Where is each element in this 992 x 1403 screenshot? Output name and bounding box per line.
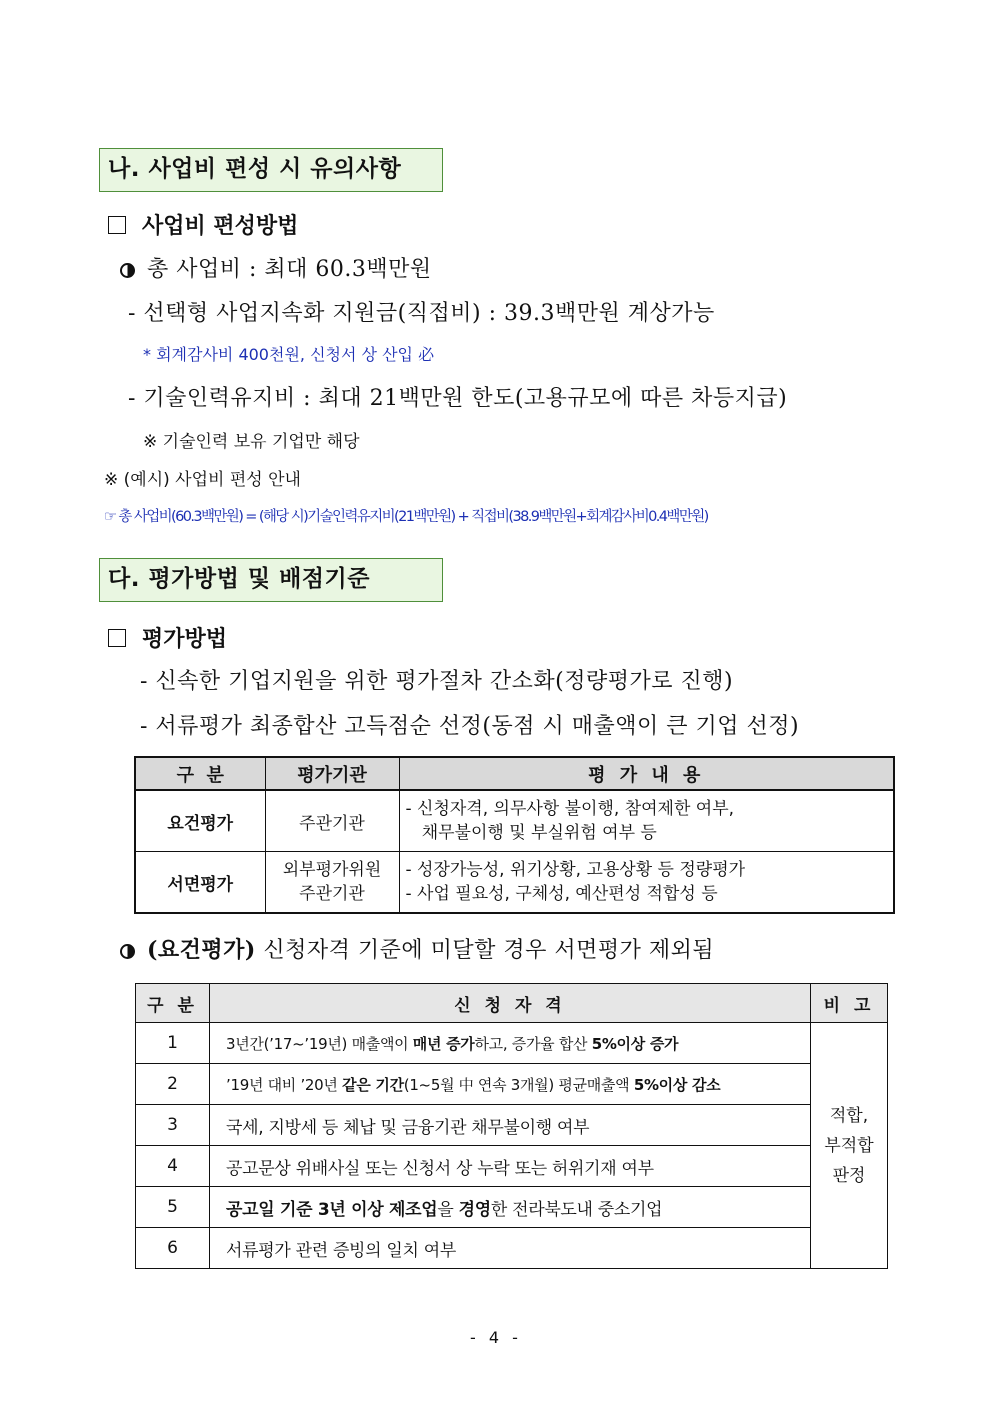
- page-number: - 4 -: [470, 1328, 522, 1347]
- budget-method-title: [108, 209, 298, 240]
- requirement-heading-bold: (요건평가): [147, 937, 256, 963]
- row-agency: [265, 852, 399, 914]
- content-line: - 성장가능성, 위기상황, 고용상황 등 정량평가: [405, 860, 746, 880]
- text-part: 을: [437, 1199, 459, 1220]
- text-bold: 매년 증가: [412, 1034, 475, 1053]
- checkbox-square-icon: [108, 216, 126, 234]
- row-number: 3: [136, 1105, 210, 1146]
- agency-line: 주관기관: [299, 884, 365, 904]
- evaluation-line-1: - 신속한 기업지원을 위한 평가절차 간소화(정량평가로 진행): [140, 669, 734, 694]
- remark-line: 적합,: [829, 1105, 869, 1126]
- text-bold: 5%이상 증가: [591, 1034, 679, 1053]
- row-number: 5: [136, 1187, 210, 1228]
- header-content: 평 가 내 용: [399, 757, 894, 790]
- row-number: 4: [136, 1146, 210, 1187]
- row-content: [399, 790, 894, 852]
- requirement-heading-text: 신청자격 기준에 미달할 경우 서면평가 제외됨: [255, 938, 715, 963]
- row-category: 서면평가: [135, 852, 265, 914]
- text-part: 한 전라북도내 중소기업: [490, 1199, 663, 1220]
- direct-cost-line: - 선택형 사업지속화 지원금(직접비) : 39.3백만원 계상가능: [128, 301, 715, 326]
- text-bold: 5%이상 감소: [633, 1075, 721, 1094]
- text-part: (1~5월 中 연속 3개월) 평균매출액: [403, 1075, 634, 1094]
- evaluation-line-2: - 서류평가 최종합산 고득점순 선정(동점 시 매출액이 큰 기업 선정): [140, 714, 800, 739]
- row-eligibility: 공고문상 위배사실 또는 신청서 상 누락 또는 허위기재 여부: [210, 1146, 811, 1187]
- text-bold: 경영: [458, 1199, 491, 1220]
- checkbox-square-icon: [108, 629, 126, 647]
- header-remark: 비 고: [811, 984, 888, 1023]
- text-part: ’19년 대비 ’20년: [226, 1075, 343, 1094]
- table-row: [136, 1064, 888, 1105]
- total-budget-text: 총 사업비 : 최대 60.3백만원: [147, 257, 432, 282]
- row-agency: 주관기관: [265, 790, 399, 852]
- row-number: 6: [136, 1228, 210, 1269]
- section-heading-budget: 나. 사업비 편성 시 유의사항: [99, 148, 443, 192]
- section-heading-evaluation: 다. 평가방법 및 배점기준: [99, 558, 443, 602]
- agency-line: 외부평가위원: [282, 860, 382, 880]
- table-header-row: [136, 984, 888, 1023]
- budget-method-label: 사업비 편성방법: [142, 213, 299, 239]
- evaluation-method-label: 평가방법: [142, 626, 228, 652]
- tech-staff-line: - 기술인력유지비 : 최대 21백만원 한도(고용규모에 따른 차등지급): [128, 386, 788, 411]
- remark-line: 부적합: [824, 1135, 874, 1156]
- row-number: 1: [136, 1023, 210, 1064]
- table-row: [136, 1187, 888, 1228]
- table-row: [135, 790, 894, 852]
- table-row: [136, 1023, 888, 1064]
- header-eligibility: 신 청 자 격: [210, 984, 811, 1023]
- tech-staff-note: ※ 기술인력 보유 기업만 해당: [143, 432, 360, 452]
- row-content: [399, 852, 894, 914]
- text-part: 3년간(’17~’19년) 매출액이: [226, 1034, 413, 1053]
- table-header-row: [135, 757, 894, 790]
- table-row: [136, 1228, 888, 1269]
- text-bold: 공고일 기준 3년 이상 제조업: [226, 1199, 438, 1220]
- row-eligibility: [210, 1187, 811, 1228]
- half-circle-bullet-icon: [120, 944, 135, 959]
- row-eligibility: [210, 1064, 811, 1105]
- row-eligibility: [210, 1023, 811, 1064]
- content-line: - 사업 필요성, 구체성, 예산편성 적합성 등: [405, 884, 718, 904]
- table-row: [135, 852, 894, 914]
- row-number: 2: [136, 1064, 210, 1105]
- header-category: 구 분: [135, 757, 265, 790]
- table-row: [136, 1105, 888, 1146]
- table-row: [136, 1146, 888, 1187]
- total-budget-line: [120, 252, 432, 283]
- text-bold: 같은 기간: [342, 1075, 404, 1094]
- example-title: ※ (예시) 사업비 편성 안내: [104, 470, 301, 490]
- example-formula: ☞ 총 사업비(60.3백만원) = (해당 시)기술인력유지비(21백만원) + 직접비(38.9백만원+회계감사비0.4백만원): [104, 509, 708, 525]
- text-part: 하고, 증가율 합산: [474, 1034, 592, 1053]
- remark-line: 판정: [832, 1165, 866, 1186]
- eligibility-table: [135, 983, 888, 1269]
- content-line: 채무불이행 및 부실위험 여부 등: [405, 823, 657, 843]
- half-circle-bullet-icon: [120, 263, 135, 278]
- remark-cell: [811, 1023, 888, 1269]
- row-category: 요건평가: [135, 790, 265, 852]
- header-no: 구 분: [136, 984, 210, 1023]
- content-line: - 신청자격, 의무사항 불이행, 참여제한 여부,: [405, 799, 735, 819]
- header-agency: 평가기관: [265, 757, 399, 790]
- evaluation-method-title: [108, 622, 227, 653]
- requirement-heading: [120, 933, 714, 964]
- audit-fee-note: * 회계감사비 400천원, 신청서 상 산입 必: [143, 345, 435, 364]
- evaluation-table: [134, 756, 895, 914]
- row-eligibility: 국세, 지방세 등 체납 및 금융기관 채무불이행 여부: [210, 1105, 811, 1146]
- row-eligibility: 서류평가 관련 증빙의 일치 여부: [210, 1228, 811, 1269]
